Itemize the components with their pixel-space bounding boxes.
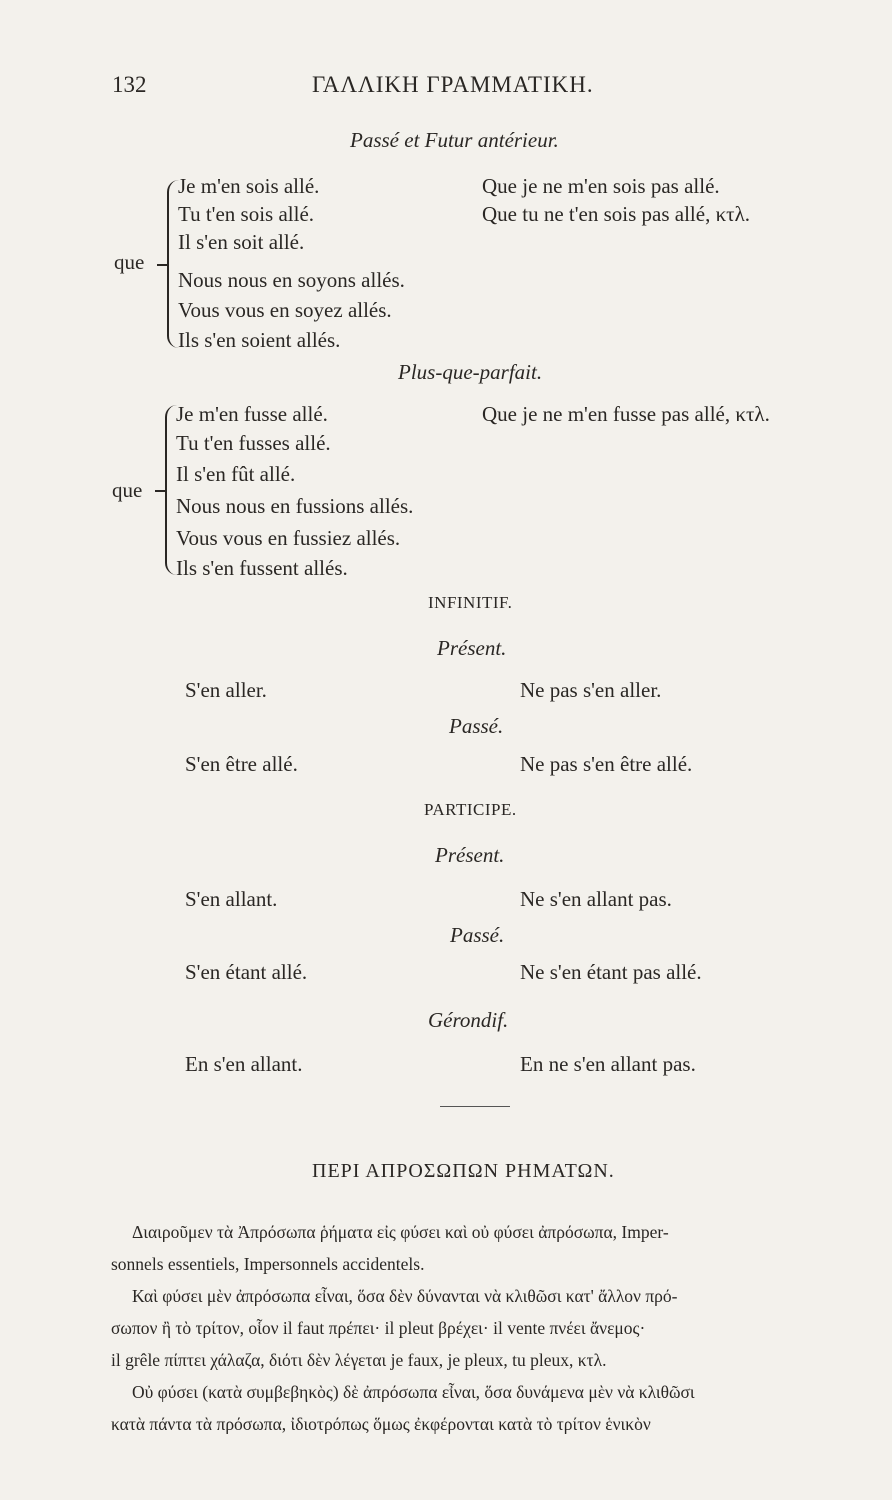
infinitif-passe-affirmative: S'en être allé. bbox=[185, 752, 298, 776]
participe-present-affirmative: S'en allant. bbox=[185, 887, 278, 911]
que-label: que bbox=[114, 250, 145, 274]
greek-paragraph-line: σωπον ἢ τὸ τρίτον, οἷον il faut πρέπει· il pleut βρέχει· il vente πνέει ἄνεμος· bbox=[111, 1318, 646, 1338]
conjugation-line: Ils s'en soient allés. bbox=[178, 328, 341, 352]
conjugation-line: Il s'en fût allé. bbox=[176, 462, 296, 486]
page-number: 132 bbox=[112, 72, 147, 97]
negative-form-line: Que je ne m'en fusse pas allé, κτλ. bbox=[482, 402, 770, 426]
conjugation-line: Vous vous en soyez allés. bbox=[178, 298, 392, 322]
subheading-gerondif: Gérondif. bbox=[428, 1008, 509, 1032]
conjugation-line: Je m'en fusse allé. bbox=[176, 402, 328, 426]
greek-paragraph-line: κατὰ πάντα τὰ πρόσωπα, ἰδιοτρόπως ὅμως ἐκφέρονται κατὰ τὸ τρίτον ἑνικὸν bbox=[111, 1414, 651, 1434]
heading-participe: PARTICIPE. bbox=[424, 800, 517, 819]
conjugation-line: Il s'en soit allé. bbox=[178, 230, 305, 254]
infinitif-present-negative: Ne pas s'en aller. bbox=[520, 678, 662, 702]
conjugation-line: Nous nous en fussions allés. bbox=[176, 494, 414, 518]
heading-infinitif: INFINITIF. bbox=[428, 593, 513, 612]
section-divider bbox=[440, 1106, 510, 1107]
greek-paragraph-line: sonnels essentiels, Impersonnels accidentels. bbox=[111, 1254, 425, 1274]
section-title-plus-que-parfait: Plus-que-parfait. bbox=[398, 360, 543, 384]
running-title: ΓΑΛΛΙΚΗ ΓΡΑΜΜΑΤΙΚΗ. bbox=[312, 72, 594, 97]
subheading-present: Présent. bbox=[435, 843, 505, 867]
participe-passe-negative: Ne s'en étant pas allé. bbox=[520, 960, 702, 984]
participe-present-negative: Ne s'en allant pas. bbox=[520, 887, 672, 911]
subheading-passe: Passé. bbox=[449, 714, 504, 738]
conjugation-line: Tu t'en fusses allé. bbox=[176, 431, 331, 455]
subheading-present: Présent. bbox=[437, 636, 507, 660]
que-label: que bbox=[112, 478, 143, 502]
gerondif-affirmative: En s'en allant. bbox=[185, 1052, 303, 1076]
gerondif-negative: En ne s'en allant pas. bbox=[520, 1052, 696, 1076]
infinitif-present-affirmative: S'en aller. bbox=[185, 678, 267, 702]
negative-form-line: Que tu ne t'en sois pas allé, κτλ. bbox=[482, 202, 751, 226]
participe-passe-affirmative: S'en étant allé. bbox=[185, 960, 308, 984]
conjugation-line: Tu t'en sois allé. bbox=[178, 202, 315, 226]
section-title-passe-futur: Passé et Futur antérieur. bbox=[350, 128, 559, 152]
greek-paragraph-line: il grêle πίπτει χάλαζα, διότι δὲν λέγεται je faux, je pleux, tu pleux, κτλ. bbox=[111, 1350, 607, 1370]
conjugation-line: Vous vous en fussiez allés. bbox=[176, 526, 401, 550]
greek-paragraph-line: Οὐ φύσει (κατὰ συμβεβηκὸς) δὲ ἀπρόσωπα εἶναι, ὅσα δυνάμενα μὲν νὰ κλιθῶσι bbox=[132, 1382, 695, 1402]
conjugation-line: Ils s'en fussent allés. bbox=[176, 556, 348, 580]
greek-paragraph-line: Καὶ φύσει μὲν ἀπρόσωπα εἶναι, ὅσα δὲν δύνανται νὰ κλιθῶσι κατ' ἄλλον πρό- bbox=[132, 1286, 678, 1306]
conjugation-line: Nous nous en soyons allés. bbox=[178, 268, 405, 292]
greek-section-title: ΠΕΡΙ ΑΠΡΟΣΩΠΩΝ ΡΗΜΑΤΩΝ. bbox=[312, 1160, 615, 1182]
infinitif-passe-negative: Ne pas s'en être allé. bbox=[520, 752, 693, 776]
greek-paragraph-line: Διαιροῦμεν τὰ Ἀπρόσωπα ῥήματα εἰς φύσει καὶ οὐ φύσει ἀπρόσωπα, Imper- bbox=[132, 1222, 669, 1242]
negative-form-line: Que je ne m'en sois pas allé. bbox=[482, 174, 720, 198]
subheading-passe: Passé. bbox=[450, 923, 505, 947]
conjugation-line: Je m'en sois allé. bbox=[178, 174, 320, 198]
